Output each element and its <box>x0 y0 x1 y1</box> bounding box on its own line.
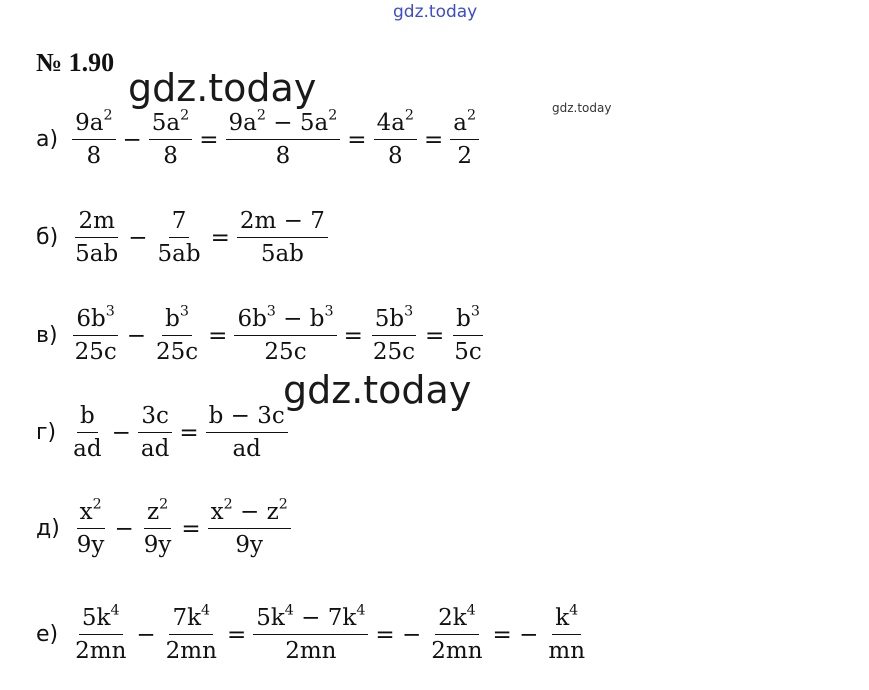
fraction <box>136 403 174 463</box>
denominator <box>72 238 121 267</box>
term: ad <box>232 436 261 463</box>
term: 7k <box>172 605 202 631</box>
fraction <box>251 602 370 665</box>
exponent: 4 <box>284 602 294 619</box>
denominator <box>70 433 104 462</box>
operator: − <box>136 621 156 648</box>
term: 2mn <box>285 638 337 665</box>
item-label: е) <box>36 622 59 648</box>
term: 5ab <box>260 241 304 268</box>
operator: = <box>199 126 219 153</box>
numerator <box>374 107 417 140</box>
exponent: 3 <box>404 303 414 320</box>
term: 25c <box>74 339 117 366</box>
exponent: 3 <box>105 303 115 320</box>
item-label: д) <box>36 516 60 542</box>
denominator <box>160 140 181 169</box>
numerator <box>453 303 483 336</box>
term: 4a <box>376 110 405 136</box>
fraction <box>147 107 194 170</box>
denominator <box>282 635 339 664</box>
exponent: 2 <box>92 496 102 513</box>
watermark-small: gdz.today <box>552 101 612 115</box>
term: b <box>456 306 471 332</box>
denominator <box>428 635 485 664</box>
operator: = <box>210 224 230 251</box>
numerator <box>144 496 171 529</box>
item-label: г) <box>36 420 57 446</box>
equation-e <box>36 602 590 665</box>
operator: = <box>179 419 199 446</box>
watermark-large: gdz.today <box>128 66 317 110</box>
fraction <box>204 403 290 463</box>
denominator <box>138 433 172 462</box>
denominator <box>163 635 220 664</box>
exponent: 2 <box>467 107 477 124</box>
fraction <box>153 208 206 268</box>
fraction <box>139 496 177 559</box>
fraction <box>70 107 117 170</box>
equation-v <box>36 303 487 366</box>
term: − 5a <box>265 110 329 136</box>
numerator <box>253 602 368 635</box>
operator: = <box>343 322 363 349</box>
term: 5a <box>151 110 181 136</box>
exponent: 4 <box>356 602 366 619</box>
denominator <box>232 529 266 558</box>
term: − b <box>275 306 325 332</box>
term: 9a <box>228 110 257 136</box>
term: k <box>555 605 570 631</box>
equation-a <box>36 107 481 170</box>
denominator <box>83 140 104 169</box>
fraction <box>448 107 481 170</box>
item-label: а) <box>36 127 59 153</box>
exponent: 2 <box>103 107 113 124</box>
term: 8 <box>387 143 403 170</box>
fraction <box>372 107 419 170</box>
denominator <box>74 529 108 558</box>
term: 5ab <box>157 241 201 268</box>
denominator <box>261 336 309 365</box>
term: 9y <box>76 532 105 559</box>
numerator <box>208 496 291 529</box>
operator: = <box>226 621 247 648</box>
exponent: 2 <box>223 496 233 513</box>
numerator <box>73 303 117 336</box>
exponent: 2 <box>404 107 414 124</box>
fraction <box>426 602 487 665</box>
term: 2k <box>438 605 467 631</box>
operator: = <box>425 322 445 349</box>
denominator <box>451 336 485 365</box>
term: 5ab <box>75 241 119 268</box>
numerator <box>435 602 479 635</box>
fraction <box>224 107 343 170</box>
watermark-large: gdz.today <box>283 368 472 412</box>
term: 5k <box>256 605 285 631</box>
exponent: 4 <box>201 602 211 619</box>
denominator <box>258 238 307 267</box>
denominator <box>141 529 175 558</box>
watermark-top: gdz.today <box>393 2 478 22</box>
numerator <box>226 107 341 140</box>
exponent: 4 <box>466 602 476 619</box>
denominator <box>273 140 294 169</box>
term: 6b <box>237 306 267 332</box>
exponent: 2 <box>328 107 338 124</box>
numerator <box>77 496 105 529</box>
numerator <box>77 403 98 433</box>
problem-number: № 1.90 <box>36 48 115 77</box>
term: 2 <box>457 143 472 170</box>
term: mn <box>548 638 586 665</box>
term: 5b <box>374 306 405 332</box>
term: 2mn <box>165 638 217 665</box>
exponent: 2 <box>278 496 288 513</box>
denominator <box>72 336 120 365</box>
operator: − <box>122 126 142 153</box>
exponent: 4 <box>569 602 579 619</box>
operator: = − <box>492 621 539 648</box>
term: 9y <box>235 532 264 559</box>
term: 25c <box>264 339 307 366</box>
exponent: 4 <box>110 602 120 619</box>
fraction <box>368 303 420 366</box>
operator: = <box>208 322 228 349</box>
term: z <box>146 499 160 525</box>
term: 25c <box>156 339 199 366</box>
term: 8 <box>163 143 178 170</box>
denominator <box>155 238 204 267</box>
operator: = <box>424 126 444 153</box>
term: 3c <box>141 403 169 429</box>
numerator <box>372 303 416 336</box>
numerator <box>206 403 288 433</box>
numerator <box>552 602 581 635</box>
term: ad <box>140 436 170 463</box>
term: b <box>165 306 180 332</box>
term: 25c <box>372 339 416 366</box>
operator: − <box>126 322 146 349</box>
numerator <box>169 602 213 635</box>
term: 7 <box>171 208 187 234</box>
operator: − <box>128 224 148 251</box>
operator: = − <box>375 621 422 648</box>
exponent: 3 <box>324 303 334 320</box>
term: − 7k <box>293 605 357 631</box>
term: 9y <box>143 532 172 559</box>
term: 2mn <box>431 638 483 665</box>
fraction <box>68 403 106 463</box>
term: 8 <box>86 143 102 170</box>
term: a <box>453 110 467 136</box>
fraction <box>232 303 338 366</box>
numerator <box>169 208 190 238</box>
operator: − <box>114 515 134 542</box>
fraction <box>235 208 330 268</box>
term: b − 3c <box>208 403 285 429</box>
fraction <box>70 602 131 665</box>
exponent: 3 <box>470 303 480 320</box>
term: 6b <box>76 306 106 332</box>
term: x <box>79 499 93 525</box>
term: x <box>210 499 224 525</box>
numerator <box>237 208 328 238</box>
denominator <box>72 635 129 664</box>
numerator <box>162 303 192 336</box>
fraction <box>206 496 293 559</box>
fraction <box>151 303 203 366</box>
exponent: 2 <box>159 496 169 513</box>
denominator <box>370 336 418 365</box>
numerator <box>234 303 336 336</box>
term: 5k <box>81 605 111 631</box>
exponent: 3 <box>179 303 189 320</box>
term: 2m − 7 <box>239 208 325 234</box>
term: 5c <box>454 339 482 366</box>
equation-b <box>36 208 330 268</box>
term: − z <box>232 499 279 525</box>
exponent: 3 <box>266 303 276 320</box>
denominator <box>545 635 588 664</box>
item-label: в) <box>36 323 58 349</box>
fraction <box>161 602 222 665</box>
numerator <box>138 403 172 433</box>
exponent: 2 <box>180 107 190 124</box>
term: ad <box>73 436 102 463</box>
item-label: б) <box>36 225 59 251</box>
term: b <box>80 403 95 429</box>
term: 8 <box>275 143 291 170</box>
operator: − <box>111 419 131 446</box>
denominator <box>454 140 475 169</box>
term: 9a <box>75 110 104 136</box>
fraction <box>449 303 487 366</box>
numerator <box>79 602 123 635</box>
fraction <box>72 496 110 559</box>
numerator <box>75 208 117 238</box>
denominator <box>229 433 263 462</box>
numerator <box>450 107 479 140</box>
term: 2m <box>78 208 115 234</box>
denominator <box>385 140 406 169</box>
fraction <box>70 303 122 366</box>
equation-d <box>36 496 293 559</box>
equation-g <box>36 403 290 463</box>
operator: = <box>181 515 201 542</box>
term: 2mn <box>75 638 127 665</box>
fraction <box>543 602 590 665</box>
exponent: 2 <box>256 107 266 124</box>
denominator <box>153 336 201 365</box>
numerator <box>72 107 115 140</box>
numerator <box>149 107 192 140</box>
operator: = <box>347 126 367 153</box>
fraction <box>70 208 123 268</box>
